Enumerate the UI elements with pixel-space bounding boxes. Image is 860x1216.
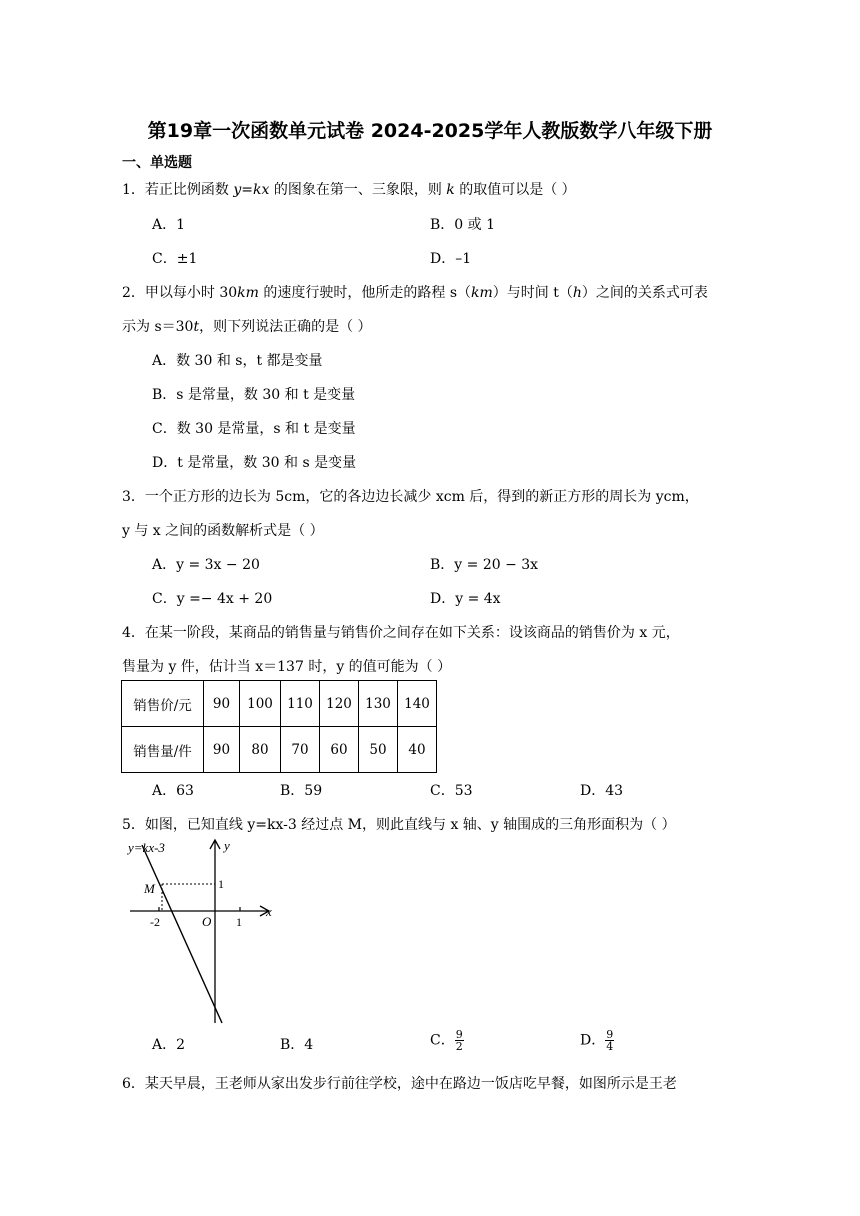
q2-text: ，则下列说法正确的是（ ） [199, 319, 372, 335]
function-line [142, 845, 222, 1023]
question-6-line1: 6．某天早晨，王老师从家出发步行前往学校，途中在路边一饭店吃早餐，如图所示是王老 [122, 1076, 677, 1092]
linear-function-graph [122, 835, 282, 1025]
q3-option-c[interactable]: C．y =− 4x + 20 [152, 591, 273, 607]
table-cell: 130 [359, 681, 398, 727]
q3-option-b[interactable]: B．y = 20 − 3x [430, 557, 539, 573]
q4-option-b[interactable]: B．59 [280, 783, 323, 799]
fraction-numerator: 9 [455, 1028, 463, 1041]
q2-text: ）与时间 t（ [492, 285, 573, 301]
table-cell: 销售量/件 [122, 727, 204, 773]
q1-option-a[interactable]: A．1 [152, 217, 186, 233]
table-cell: 60 [320, 727, 359, 773]
question-4-line2: 售量为 y 件，估计当 x＝137 时，y 的值可能为（ ） [122, 659, 452, 675]
q1-option-c[interactable]: C．±1 [152, 251, 198, 267]
q5-option-b[interactable]: B．4 [280, 1037, 314, 1053]
tick-label-x1: 1 [236, 915, 242, 929]
sales-table [121, 680, 437, 773]
table-cell: 70 [281, 727, 320, 773]
q2-text: 的速度行驶时，他所走的路程 s（ [258, 285, 472, 301]
q3-option-a[interactable]: A．y = 3x − 20 [152, 557, 260, 573]
question-2-line1 [122, 282, 708, 302]
table-cell: 140 [398, 681, 437, 727]
option-prefix: D． [580, 1032, 606, 1049]
question-1-stem [122, 179, 576, 199]
page-title: 第19章一次函数单元试卷 2024-2025学年人教版数学八年级下册 [147, 120, 713, 142]
q5-option-c[interactable] [430, 1029, 464, 1052]
question-2-line2 [122, 316, 372, 336]
question-4-line1: 4．在某一阶段，某商品的销售量与销售价之间存在如下关系：设该商品的销售价为 x 元， [122, 625, 680, 641]
q2-unit: km [471, 285, 493, 301]
q4-option-d[interactable]: D．43 [580, 783, 624, 799]
table-cell: 90 [204, 727, 240, 773]
q5-option-a[interactable]: A．2 [152, 1037, 186, 1053]
q2-text: 2．甲以每小时 30 [122, 285, 238, 301]
line-equation-label: y=kx-3 [128, 840, 165, 855]
fraction [455, 1029, 464, 1052]
q1-text: 的图象在第一、三象限，则 [269, 182, 447, 198]
fraction-numerator: 9 [606, 1028, 614, 1041]
q2-option-b[interactable]: B．s 是常量，数 30 和 t 是变量 [152, 387, 356, 403]
section-heading: 一、单选题 [122, 155, 192, 171]
table-row [122, 681, 437, 727]
q1-text: 的取值可以是（ ） [454, 182, 576, 198]
option-prefix: C． [430, 1032, 455, 1049]
tick-label-neg2: -2 [150, 915, 160, 929]
q4-option-c[interactable]: C．53 [430, 783, 473, 799]
q2-option-a[interactable]: A．数 30 和 s，t 都是变量 [152, 353, 323, 369]
q4-option-a[interactable]: A．63 [152, 783, 194, 799]
table-cell: 50 [359, 727, 398, 773]
fraction-denominator: 4 [606, 1040, 614, 1053]
question-3-line1: 3．一个正方形的边长为 5cm，它的各边边长减少 xcm 后，得到的新正方形的周长为 ycm， [122, 489, 699, 505]
table-cell: 80 [240, 727, 281, 773]
y-axis-label: y [224, 838, 230, 853]
question-5-line1: 5．如图，已知直线 y=kx-3 经过点 M，则此直线与 x 轴、y 轴围成的三角形面积为（ ） [122, 817, 676, 833]
q2-text: ）之间的关系式可表 [581, 285, 708, 301]
point-m-label: M [144, 881, 155, 896]
q5-option-d[interactable] [580, 1029, 614, 1052]
table-cell: 90 [204, 681, 240, 727]
table-row [122, 727, 437, 773]
q1-option-b[interactable]: B．0 或 1 [430, 217, 496, 233]
fraction-denominator: 2 [455, 1040, 463, 1053]
tick-label-y1: 1 [218, 877, 224, 891]
q3-option-d[interactable]: D．y = 4x [430, 591, 501, 607]
fraction [605, 1029, 614, 1052]
q2-unit: h [572, 285, 582, 301]
table-cell: 40 [398, 727, 437, 773]
q2-option-d[interactable]: D．t 是常量，数 30 和 s 是变量 [152, 455, 357, 471]
table-cell: 120 [320, 681, 359, 727]
x-axis-label: x [266, 904, 272, 919]
q1-formula: y=kx [233, 182, 270, 198]
q1-variable: k [446, 182, 455, 198]
table-cell: 110 [281, 681, 320, 727]
q2-variable: t [193, 319, 200, 335]
table-cell: 100 [240, 681, 281, 727]
q2-unit: km [237, 285, 259, 301]
q1-option-d[interactable]: D．–1 [430, 251, 472, 267]
question-3-line2: y 与 x 之间的函数解析式是（ ） [122, 523, 324, 539]
table-cell: 销售价/元 [122, 681, 204, 727]
q2-option-c[interactable]: C．数 30 是常量，s 和 t 是变量 [152, 421, 356, 437]
origin-label: O [202, 914, 212, 929]
q1-text: 1．若正比例函数 [122, 182, 234, 198]
q2-text: 示为 s＝30 [122, 319, 194, 335]
